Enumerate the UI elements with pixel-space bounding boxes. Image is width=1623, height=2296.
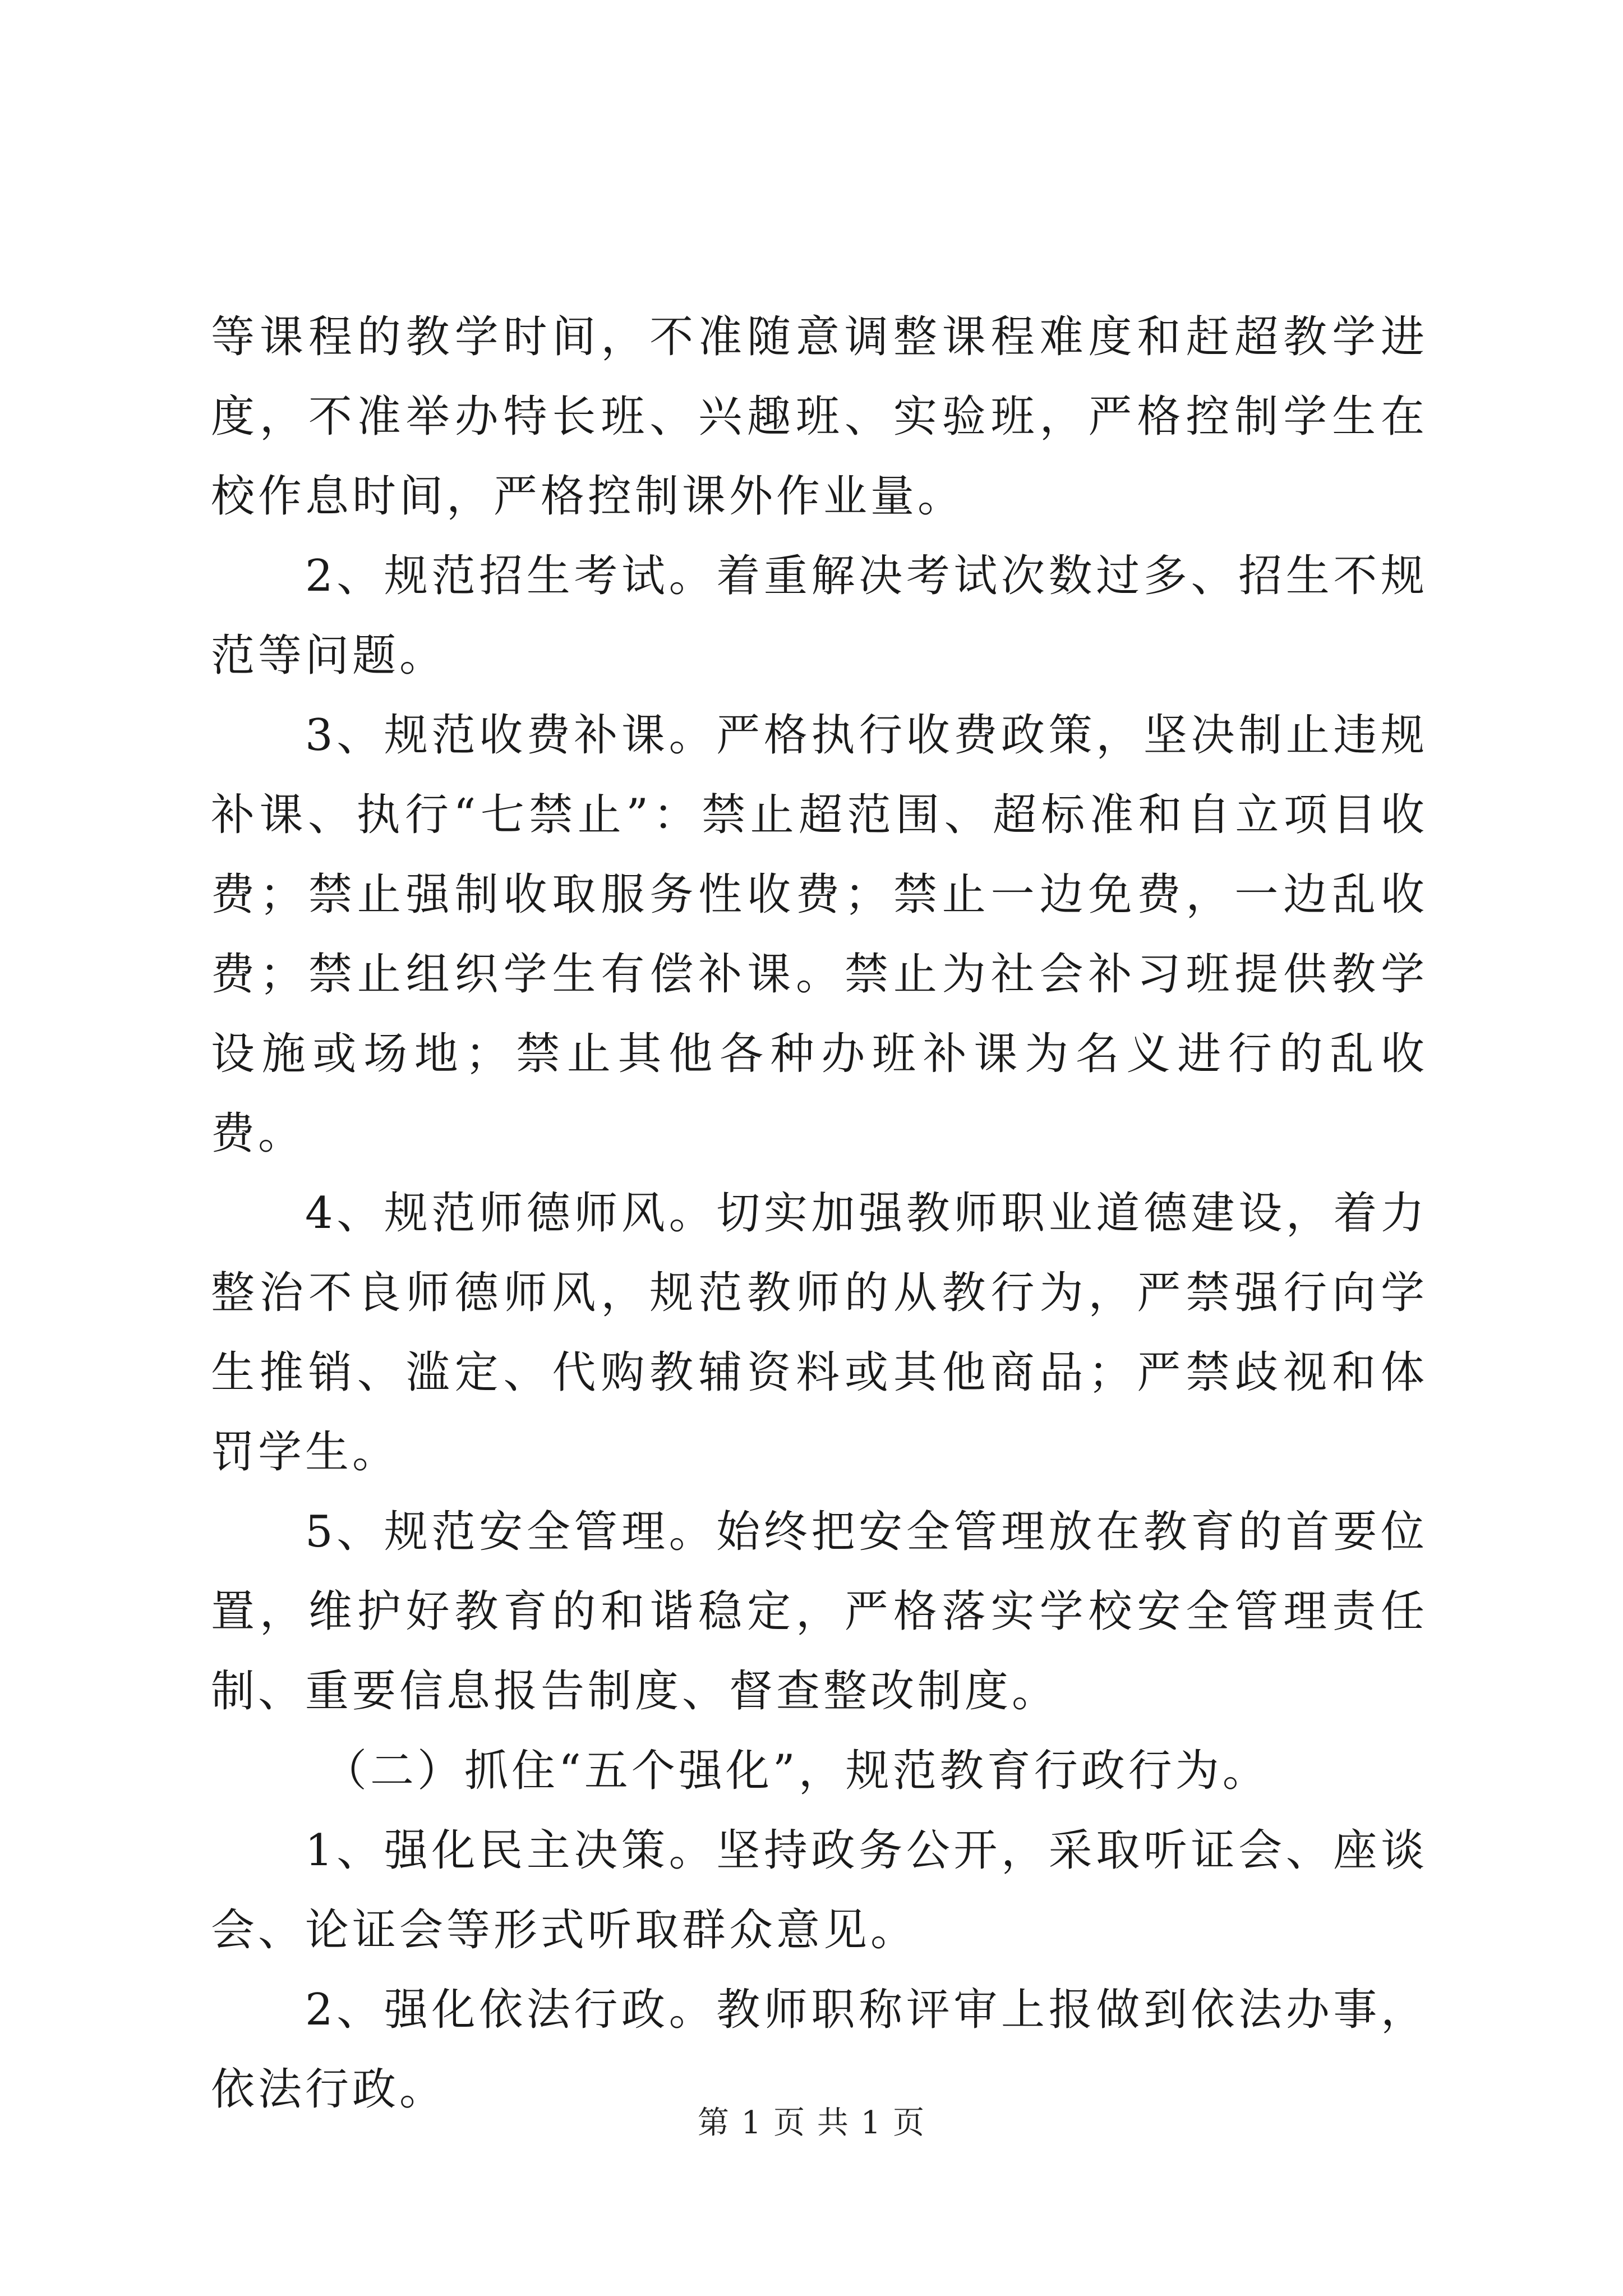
paragraph-safety-management: 5、规范安全管理。始终把安全管理放在教育的首要位置，维护好教育的和谐稳定，严格落实学校安全管理责任制、重要信息报告制度、督查整改制度。 <box>211 1507 1428 1717</box>
paragraph-enrollment-exams: 2、规范招生考试。着重解决考试次数过多、招生不规范等问题。 <box>211 551 1428 681</box>
paragraph-democratic-decision: 1、强化民主决策。坚持政务公开，采取听证会、座谈会、论证会等形式听取群众意见。 <box>211 1825 1428 1955</box>
paragraph-continuation: 等课程的教学时间，不准随意调整课程难度和赶超教学进度，不准举办特长班、兴趣班、实验班，严格控制学生在校作息时间，严格控制课外作业量。 <box>211 312 1428 522</box>
paragraph-teacher-ethics: 4、规范师德师风。切实加强教师职业道德建设，着力整治不良师德师风，规范教师的从教行为，严禁强行向学生推销、滥定、代购教辅资料或其他商品；严禁歧视和体罚学生。 <box>211 1188 1428 1478</box>
section-heading-five-strengthenings: （二）抓住“五个强化”，规范教育行政行为。 <box>323 1746 1270 1796</box>
document-body <box>211 297 1428 2129</box>
paragraph-fees-tutoring: 3、规范收费补课。严格执行收费政策，坚决制止违规补课、执行“七禁止”：禁止超范围、超标准和自立项目收费；禁止强制收取服务性收费；禁止一边免费，一边乱收费；禁止组织学生有偿补课。禁止为社会补习班提供教学设施或场地；禁止其他各种办班补课为名义进行的乱收费。 <box>211 710 1428 1159</box>
paragraph-lawful-administration: 2、强化依法行政。教师职称评审上报做到依法办事，依法行政。 <box>211 1985 1428 2115</box>
page-number-footer: 第 1 页 共 1 页 <box>697 2105 926 2141</box>
